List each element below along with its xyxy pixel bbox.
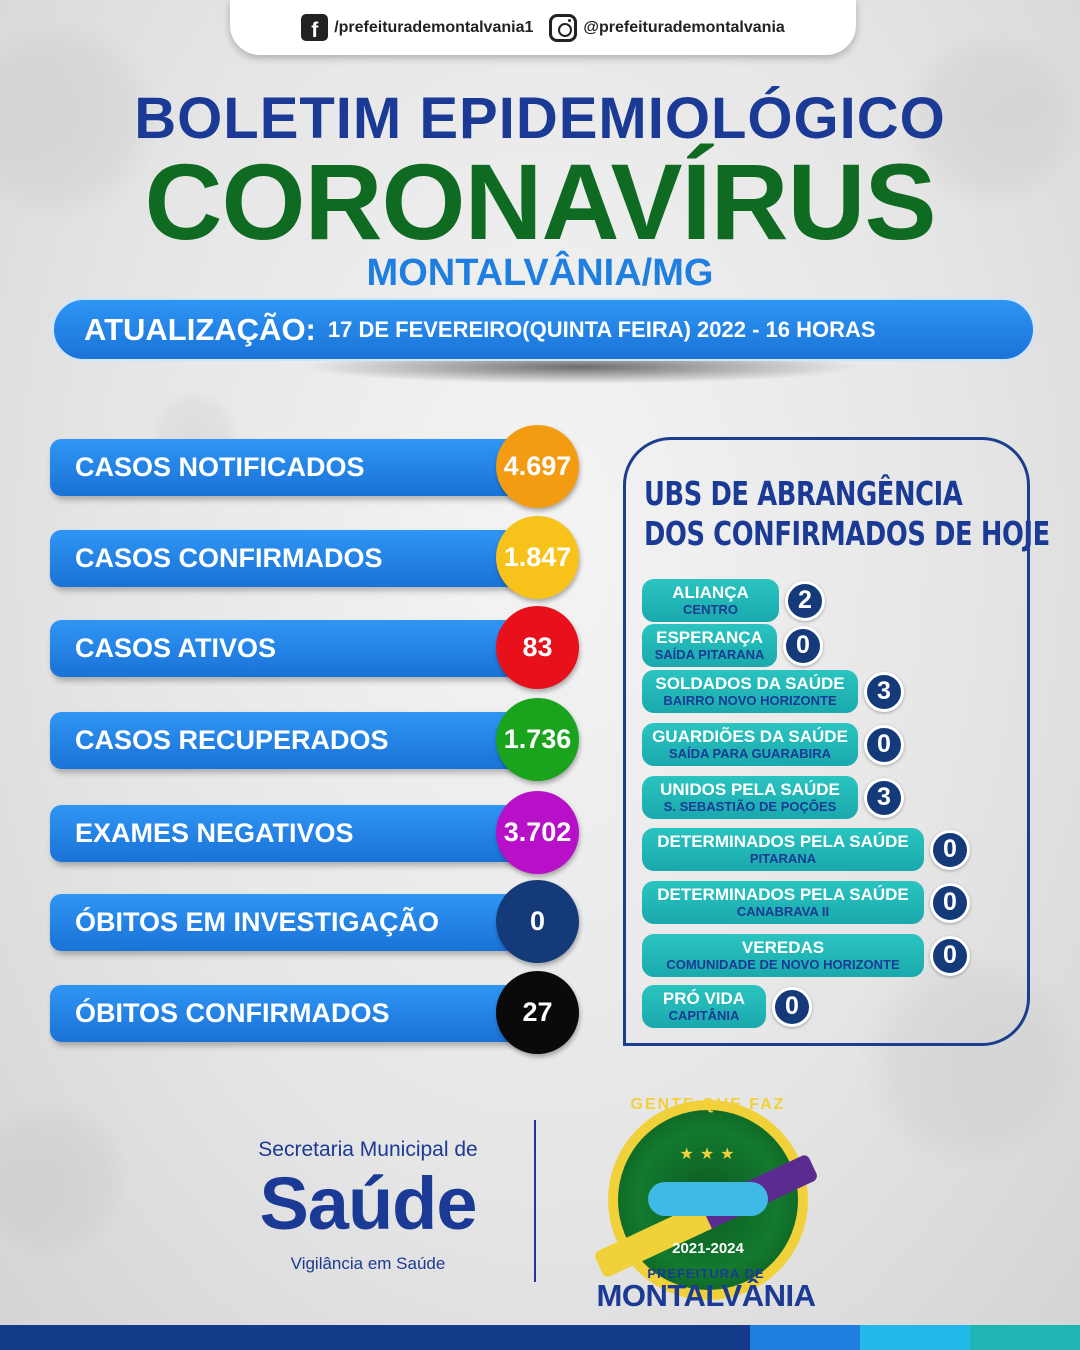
ubs-sub: PITARANA: [749, 851, 817, 866]
stat-label: EXAMES NEGATIVOS: [50, 805, 540, 862]
social-bar: [230, 0, 856, 55]
ubs-pill: [642, 624, 777, 667]
ubs-item-unidos-pela-saude: [642, 776, 904, 819]
ubs-sub: S. SEBASTIÃO DE POÇÕES: [663, 799, 837, 814]
facebook-handle: /prefeiturademontalvania1: [334, 18, 534, 36]
logo-years: 2021-2024: [672, 1240, 744, 1257]
stat-value: 4.697: [496, 425, 579, 508]
instagram-link[interactable]: [549, 14, 784, 42]
ubs-count: 0: [930, 830, 970, 870]
ubs-sub: SAÍDA PARA GUARABIRA: [668, 746, 832, 761]
logo-slogan: GENTE QUE FAZ: [630, 1096, 786, 1113]
facebook-icon: f: [301, 14, 328, 41]
ubs-title-line2: DOS CONFIRMADOS DE HOJE: [644, 514, 1050, 553]
ubs-name: PRÓ VIDA: [662, 989, 746, 1008]
stat-value: 3.702: [496, 791, 579, 874]
logo-stars-icon: ★★★: [679, 1144, 741, 1163]
ubs-sub: CAPITÂNIA: [668, 1008, 740, 1023]
ubs-pill: [642, 881, 924, 924]
logo-river-icon: [648, 1182, 768, 1216]
ubs-count: 2: [785, 581, 825, 621]
ubs-name: GUARDIÕES DA SAÚDE: [652, 727, 848, 746]
stat-obitos-investigacao: [50, 880, 580, 962]
ubs-name: VEREDAS: [741, 938, 825, 957]
logo-city: MONTALVÂNIA: [596, 1278, 816, 1313]
stripe-teal: [970, 1325, 1080, 1350]
ubs-item-determinados-pitarana: [642, 828, 970, 871]
stat-value: 27: [496, 971, 579, 1054]
stat-obitos-confirmados: [50, 971, 580, 1053]
stat-value: 83: [496, 606, 579, 689]
stat-casos-recuperados: [50, 698, 580, 780]
ubs-name: SOLDADOS DA SAÚDE: [655, 674, 845, 693]
vigilancia-label: Vigilância em Saúde: [290, 1254, 446, 1273]
ubs-pill: [642, 723, 858, 766]
ubs-pill: [642, 828, 924, 871]
saude-label: Saúde: [259, 1162, 477, 1245]
update-label: ATUALIZAÇÃO:: [84, 311, 316, 347]
ubs-item-soldados-da-saude: [642, 670, 904, 713]
ubs-count: 0: [864, 725, 904, 765]
update-date: 17 DE FEVEREIRO(QUINTA FEIRA) 2022 - 16 HORAS: [327, 316, 876, 342]
ubs-item-esperanca: [642, 624, 823, 667]
bulletin-title: BOLETIM EPIDEMIOLÓGICO: [134, 86, 946, 151]
ubs-count: 0: [930, 936, 970, 976]
ubs-count: 0: [772, 987, 812, 1027]
ubs-item-pro-vida: [642, 985, 812, 1028]
ubs-name: ALIANÇA: [672, 583, 749, 602]
ubs-title: [644, 474, 1050, 554]
stat-label: ÓBITOS EM INVESTIGAÇÃO: [50, 894, 540, 951]
update-bar: [52, 298, 1035, 361]
ubs-title-line1: UBS DE ABRANGÊNCIA: [644, 474, 963, 513]
footer-stripe: [0, 1325, 1080, 1350]
ubs-item-alianca: [642, 579, 825, 622]
stat-label: CASOS ATIVOS: [50, 620, 540, 677]
prefeitura-logo: [578, 1090, 834, 1315]
ubs-pill: [642, 934, 924, 977]
logo-prefeitura: PREFEITURA DE: [647, 1266, 765, 1281]
ubs-sub: SAÍDA PITARANA: [654, 647, 765, 662]
stat-value: 0: [496, 880, 579, 963]
secretaria-saude-logo: [230, 1138, 506, 1274]
stripe-blue: [750, 1325, 860, 1350]
stripe-light-blue: [860, 1325, 970, 1350]
ubs-pill: [642, 579, 779, 622]
secretaria-label: Secretaria Municipal de: [258, 1138, 478, 1161]
stat-casos-ativos: [50, 606, 580, 688]
stat-label: CASOS RECUPERADOS: [50, 712, 540, 769]
stat-exames-negativos: [50, 791, 580, 873]
stat-label: CASOS CONFIRMADOS: [50, 530, 540, 587]
ubs-item-guardioes-da-saude: [642, 723, 904, 766]
ubs-sub: BAIRRO NOVO HORIZONTE: [663, 693, 837, 708]
city-title: MONTALVÂNIA/MG: [366, 252, 714, 294]
ubs-name: DETERMINADOS PELA SAÚDE: [657, 832, 909, 851]
ubs-count: 0: [930, 883, 970, 923]
ubs-name: UNIDOS PELA SAÚDE: [660, 780, 840, 799]
ubs-count: 3: [864, 778, 904, 818]
stat-value: 1.847: [496, 516, 579, 599]
ubs-count: 0: [783, 626, 823, 666]
stat-value: 1.736: [496, 698, 579, 781]
ubs-sub: COMUNIDADE DE NOVO HORIZONTE: [666, 957, 900, 972]
ubs-count: 3: [864, 672, 904, 712]
stat-casos-notificados: [50, 425, 580, 507]
instagram-icon: [549, 14, 577, 42]
ubs-panel: [623, 437, 1050, 1046]
background-virus: [0, 1100, 130, 1260]
ubs-item-determinados-canabrava: [642, 881, 970, 924]
stat-casos-confirmados: [50, 516, 580, 598]
ubs-pill: [642, 670, 858, 713]
facebook-link[interactable]: [301, 14, 533, 41]
ubs-item-veredas: [642, 934, 970, 977]
stat-label: ÓBITOS CONFIRMADOS: [50, 985, 540, 1042]
footer-divider: [534, 1120, 536, 1282]
stat-label: CASOS NOTIFICADOS: [50, 439, 540, 496]
stripe-dark-blue: [0, 1325, 750, 1350]
ubs-pill: [642, 985, 766, 1028]
coronavirus-title: CORONAVÍRUS: [144, 141, 936, 262]
instagram-handle: @prefeiturademontalvania: [583, 18, 785, 36]
ubs-sub: CANABRAVA II: [736, 904, 830, 919]
ubs-pill: [642, 776, 858, 819]
ubs-name: ESPERANÇA: [656, 628, 763, 647]
ubs-name: DETERMINADOS PELA SAÚDE: [657, 885, 909, 904]
ubs-sub: CENTRO: [683, 602, 738, 617]
